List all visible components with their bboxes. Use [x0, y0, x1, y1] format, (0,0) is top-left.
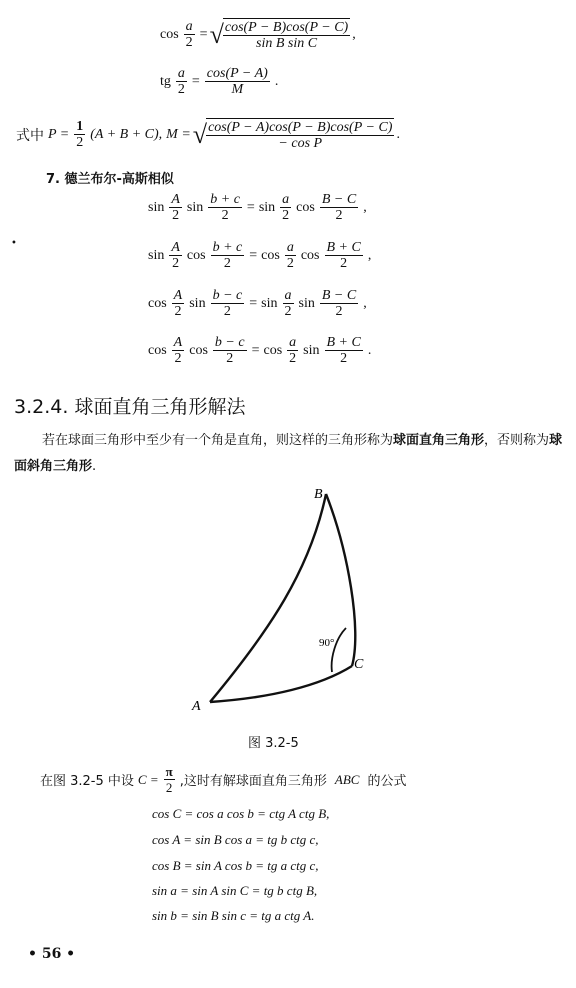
denominator: 2: [185, 35, 193, 50]
fraction: [320, 192, 358, 223]
square-root: [193, 118, 395, 151]
equals: =: [199, 26, 208, 42]
denominator: M: [231, 82, 244, 97]
fraction: [280, 192, 291, 223]
equals: =: [249, 247, 258, 263]
numerator: B − C: [321, 192, 357, 207]
numerator: B + C: [326, 335, 361, 350]
fraction: [184, 19, 195, 50]
prefix-text: 式中: [16, 127, 44, 144]
numerator: a: [177, 66, 185, 81]
denominator: 2: [340, 256, 348, 271]
arc-AC: [210, 666, 352, 702]
fraction: [172, 288, 185, 319]
numerator: A: [171, 240, 180, 255]
fn: sin: [298, 295, 315, 311]
fn: sin: [148, 199, 165, 215]
term-bold: 球面直角三: [393, 433, 459, 448]
equals: =: [251, 342, 260, 358]
denominator: 2: [177, 82, 185, 97]
fn: cos: [263, 342, 283, 358]
denominator: sin B sin C: [256, 36, 318, 51]
numerator: B − C: [321, 288, 357, 303]
denominator: 2: [284, 304, 292, 319]
fraction-pi-half: [164, 764, 175, 795]
numerator: b − c: [214, 335, 245, 350]
radicand-fraction: [223, 18, 350, 51]
heading-number: 7.: [46, 172, 60, 187]
numerator: cos(P − A)cos(P − B)cos(P − C): [208, 120, 393, 135]
punctuation: ,: [363, 199, 367, 215]
delambre-formula: [146, 335, 373, 366]
fn: cos: [186, 247, 206, 263]
fraction: [176, 66, 187, 97]
definition-line: [14, 118, 402, 151]
denominator: 2: [335, 304, 343, 319]
fraction: [213, 335, 247, 366]
arc-AB: [210, 494, 326, 702]
fn: cos: [148, 342, 167, 358]
label-B: B: [314, 487, 323, 502]
section-number: 3.2.4.: [14, 396, 69, 418]
denominator: 2: [165, 780, 173, 795]
spherical-triangle-figure: [180, 480, 400, 720]
denominator: 2: [340, 351, 348, 366]
radicand-fraction: [206, 118, 394, 151]
formula-line: sin a = sin A sin C = tg b ctg B,: [152, 883, 318, 898]
fraction: [169, 192, 182, 223]
fraction: [211, 240, 245, 271]
m-lhs: M =: [166, 126, 191, 142]
delambre-formula: [146, 192, 369, 223]
term-bold: 角形: [458, 433, 485, 448]
numerator: a: [284, 288, 292, 303]
numerator: b + c: [210, 192, 240, 207]
paragraph-text: .: [92, 459, 97, 474]
fn: cos: [148, 295, 167, 311]
denominator: 2: [335, 208, 343, 223]
page-number: • 56 •: [28, 946, 76, 962]
intro-text: ,这时有解球面直角三角形: [179, 774, 327, 789]
equals: =: [249, 295, 258, 311]
denominator: 2: [76, 135, 84, 150]
punctuation: .: [274, 73, 279, 89]
fn: tg: [160, 73, 171, 89]
intro-text: 的公式: [367, 774, 407, 789]
numerator: a: [289, 335, 297, 350]
numerator: a: [185, 19, 193, 34]
label-C: C: [354, 657, 364, 672]
square-root: [210, 18, 351, 51]
formula-tg-half-a: [158, 66, 280, 97]
denominator: 2: [223, 256, 231, 271]
punctuation: .: [367, 342, 372, 358]
fraction: [325, 240, 363, 271]
punctuation: ,: [367, 247, 372, 263]
denominator: 2: [282, 208, 290, 223]
numerator: cos(P − A): [206, 66, 268, 81]
delambre-formula: [146, 288, 369, 319]
numerator: A: [171, 192, 180, 207]
numerator: A: [173, 288, 183, 303]
formula-line: sin b = sin B sin c = tg a ctg A.: [152, 908, 315, 923]
fraction: [205, 66, 270, 97]
formula-line: cos B = sin A cos b = tg a ctg c,: [152, 858, 319, 873]
punctuation: ,: [363, 295, 367, 311]
paragraph-text: ，否则称为: [484, 433, 550, 448]
numerator: 1: [76, 119, 84, 134]
denominator: 2: [172, 256, 180, 271]
fn: cos: [261, 247, 280, 263]
numerator: a: [286, 240, 294, 255]
equals: =: [191, 73, 200, 89]
heading-title: 德兰布尔-高斯相似: [64, 172, 174, 187]
label-A: A: [192, 699, 201, 714]
fraction-half: [74, 119, 85, 150]
fraction: [211, 288, 245, 319]
fn: cos: [296, 199, 315, 215]
punctuation: .: [396, 126, 400, 142]
formula-cos-half-a: [158, 18, 358, 51]
p-lhs: P =: [48, 126, 70, 142]
formula-line: cos C = cos a cos b = ctg A ctg B,: [152, 806, 330, 821]
delambre-formula: [146, 240, 373, 271]
triangle-name: ABC: [334, 771, 360, 787]
paragraph: [14, 428, 564, 480]
fn: cos: [300, 247, 320, 263]
stray-dot: •: [11, 238, 17, 249]
fraction: [208, 192, 242, 223]
formula-line: cos A = sin B cos a = tg b ctg c,: [152, 832, 319, 847]
fn: sin: [258, 199, 276, 215]
numerator: π: [165, 764, 173, 779]
fraction: [169, 240, 182, 271]
denominator: 2: [174, 304, 182, 319]
denominator: 2: [223, 304, 231, 319]
numerator: a: [282, 192, 290, 207]
numerator: B + C: [326, 240, 361, 255]
denominator: 2: [174, 351, 182, 366]
numerator: cos(P − B)cos(P − C): [224, 20, 349, 35]
fn: cos: [160, 26, 179, 42]
c-lhs: C =: [137, 771, 159, 787]
numerator: A: [173, 335, 183, 350]
fn: sin: [186, 199, 204, 215]
punctuation: ,: [352, 26, 356, 42]
figure-caption: 图 3.2-5: [248, 736, 299, 751]
equals: =: [246, 199, 255, 215]
section-heading: [14, 392, 245, 419]
fn: sin: [261, 295, 278, 311]
fn: sin: [189, 295, 206, 311]
angle-label: 90°: [319, 637, 335, 649]
numerator: b + c: [212, 240, 243, 255]
numerator: b − c: [212, 288, 243, 303]
denominator: − cos P: [278, 136, 323, 151]
intro-line: [38, 764, 408, 795]
fraction: [285, 240, 296, 271]
fraction: [172, 335, 185, 366]
fn: cos: [189, 342, 208, 358]
fraction: [325, 335, 363, 366]
fn: sin: [148, 247, 165, 263]
denominator: 2: [289, 351, 297, 366]
right-angle-arc: [332, 628, 346, 672]
denominator: 2: [286, 256, 294, 271]
fraction: [320, 288, 358, 319]
denominator: 2: [226, 351, 234, 366]
paragraph-text: 若在球面三角形中至少有一个角是直角，则这样的三角形称为: [42, 433, 394, 448]
p-rhs: (A + B + C),: [90, 126, 163, 142]
denominator: 2: [221, 208, 229, 223]
intro-text: 在图 3.2-5 中设: [40, 774, 134, 789]
term-bold: 球面斜角三角形: [14, 433, 563, 474]
fraction: [287, 335, 298, 366]
subheading-7: [46, 168, 174, 187]
section-title: 球面直角三角形解法: [74, 396, 246, 418]
radical-sign: √: [192, 119, 208, 149]
denominator: 2: [172, 208, 180, 223]
fn: sin: [303, 342, 320, 358]
fraction: [283, 288, 294, 319]
radical-sign: √: [209, 19, 224, 49]
